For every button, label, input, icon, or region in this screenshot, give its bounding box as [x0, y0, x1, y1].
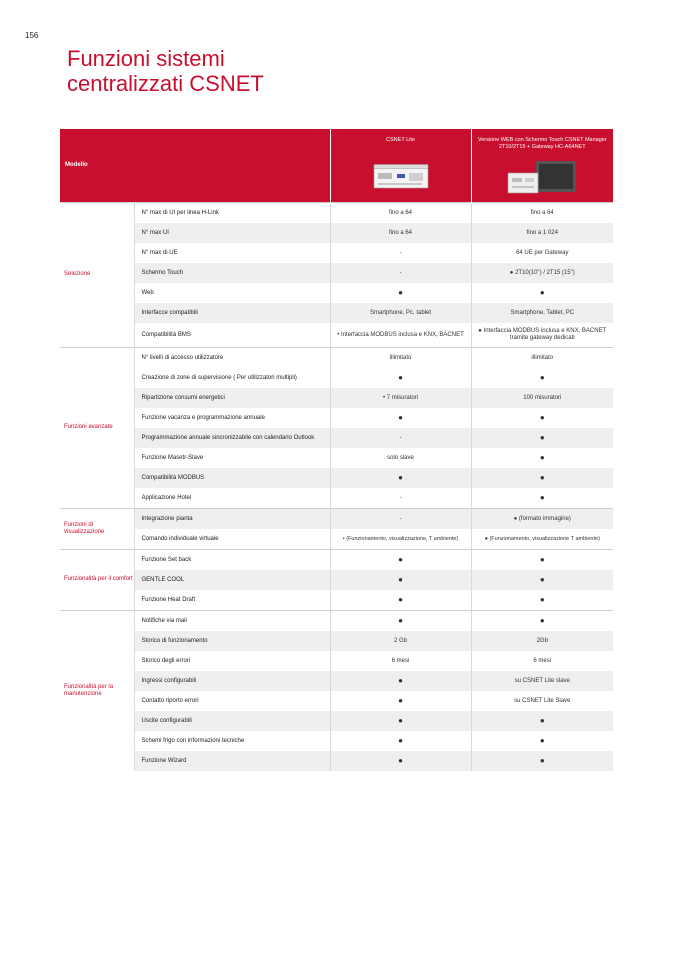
web-touch-value: ● (formato immagine)	[471, 508, 613, 529]
group-selezione	[60, 202, 613, 347]
web-touch-value-text: ● Interfaccia MODBUS inclusa e KNX, BACNET tramite gateway dedicati	[478, 327, 607, 341]
csnet-lite-value: fino a 64	[330, 223, 471, 243]
product-name: CSNET Lite	[386, 137, 415, 143]
web-touch-value: ●	[471, 549, 613, 570]
feature-name: Storico di funzionamento	[134, 631, 330, 651]
feature-name: Funzione Heat Draft	[134, 590, 330, 611]
group-label: Funzioni avanzate	[60, 347, 134, 508]
csnet-lite-value: 2 Gb	[330, 631, 471, 651]
web-touch-value: ●	[471, 610, 613, 631]
web-touch-value: ●	[471, 408, 613, 428]
web-touch-value: 2Gb	[471, 631, 613, 651]
web-touch-value: ● (Funzionamento, visualizzazione T ambiente)	[471, 529, 613, 550]
table-row	[60, 671, 613, 691]
table-row	[60, 549, 613, 570]
page-title-line: Funzioni sistemi	[67, 46, 225, 71]
table-row	[60, 651, 613, 671]
web-touch-value: fino a 64	[471, 202, 613, 223]
web-touch-value: ●	[471, 590, 613, 611]
feature-name: Integrazione pianta	[134, 508, 330, 529]
feature-name: N° livelli di accesso utilizzatore	[134, 347, 330, 368]
feature-name: Ripartizione consumi energetici	[134, 388, 330, 408]
csnet-lite-value: ●	[330, 468, 471, 488]
csnet-lite-value: 6 mesi	[330, 651, 471, 671]
feature-name: Storico degli errori	[134, 651, 330, 671]
product-name: Versione WEB con Schermo Touch CSNET Manager 2T10/2T15 + Gateway HC-A64NET	[477, 137, 607, 150]
table-row	[60, 631, 613, 651]
table-row	[60, 368, 613, 388]
csnet-lite-value: -	[330, 243, 471, 263]
table-row	[60, 408, 613, 428]
feature-name: Schermo Touch	[134, 263, 330, 283]
feature-name: Compatibilità BMS	[134, 323, 330, 348]
csnet-lite-value: illimitato	[330, 347, 471, 368]
group-label: Funzionalità per il comfort	[60, 549, 134, 610]
web-touch-value: 100 misuratori	[471, 388, 613, 408]
touch-screen-and-gateway-image	[506, 160, 578, 194]
table-row	[60, 347, 613, 368]
group-manutenzione	[60, 610, 613, 771]
csnet-lite-controller-image	[373, 164, 429, 190]
group-funzioni-visualizzazione	[60, 508, 613, 549]
table-row	[60, 428, 613, 448]
csnet-lite-value: -	[330, 428, 471, 448]
web-touch-value: 64 UE per Gateway	[471, 243, 613, 263]
page-title-line: centralizzati CSNET	[67, 71, 264, 96]
page-title	[67, 46, 264, 96]
model-label: Modello	[60, 129, 330, 202]
web-touch-value: ●	[471, 711, 613, 731]
group-label: Funzioni di visualizzazione	[60, 508, 134, 549]
csnet-lite-value: solo slave	[330, 448, 471, 468]
table-row	[60, 303, 613, 323]
csnet-lite-value: ●	[330, 570, 471, 590]
csnet-lite-value: • 7 misuratori	[330, 388, 471, 408]
table-row	[60, 751, 613, 771]
table-row	[60, 468, 613, 488]
feature-name: Funzione Wizard	[134, 751, 330, 771]
table-row	[60, 448, 613, 468]
web-touch-value	[471, 323, 613, 348]
table-row	[60, 590, 613, 611]
web-touch-value: Smartphone, Tablet, PC	[471, 303, 613, 323]
csnet-lite-value: ●	[330, 368, 471, 388]
feature-name: Schemi frigo con informazioni tecniche	[134, 731, 330, 751]
csnet-lite-value: • Interfaccia MODBUS inclusa e KNX, BACNET	[330, 323, 471, 348]
group-comfort	[60, 549, 613, 610]
web-touch-value: 6 mesi	[471, 651, 613, 671]
group-label: Funzionalità per la manutenzione	[60, 610, 134, 771]
web-touch-value: ● 2T10(10") / 2T15 (15")	[471, 263, 613, 283]
table-header	[60, 129, 613, 202]
feature-name: Programmazione annuale sincronizzabile con calendario Outlook	[134, 428, 330, 448]
csnet-lite-value: -	[330, 488, 471, 509]
csnet-lite-value: ●	[330, 590, 471, 611]
feature-name: Funzione Masetr-Slave	[134, 448, 330, 468]
csnet-lite-value: ●	[330, 751, 471, 771]
feature-name: N° max di UE	[134, 243, 330, 263]
csnet-lite-value: -	[330, 508, 471, 529]
csnet-lite-value: Smartphone, Pc, tablet	[330, 303, 471, 323]
table-row	[60, 731, 613, 751]
page-number: 156	[25, 31, 39, 40]
feature-name: Contatto riporto errori	[134, 691, 330, 711]
product-column-web-touch	[471, 129, 613, 202]
table-row	[60, 202, 613, 223]
table-row	[60, 570, 613, 590]
feature-name: Uscite configurabili	[134, 711, 330, 731]
table-row	[60, 243, 613, 263]
feature-name: Comando individuale virtuale	[134, 529, 330, 550]
web-touch-value: su CSNET Lite Slave	[471, 691, 613, 711]
feature-name: Funzione vacanza e programmazione annuale	[134, 408, 330, 428]
feature-name: Interfacce compatibili	[134, 303, 330, 323]
table-row	[60, 508, 613, 529]
csnet-lite-value: • (Funzionamento, visualizzazione, T ambiente)	[330, 529, 471, 550]
feature-name: Applicazione Hotel	[134, 488, 330, 509]
csnet-lite-value: ●	[330, 691, 471, 711]
table-row	[60, 529, 613, 550]
feature-name: Creazione di zone di supervisione ( Per utilizzatori multipli)	[134, 368, 330, 388]
web-touch-value: illimitato	[471, 347, 613, 368]
web-touch-value: ●	[471, 570, 613, 590]
table-row	[60, 223, 613, 243]
feature-name: Ingressi configurabili	[134, 671, 330, 691]
table-row	[60, 323, 613, 348]
csnet-lite-value: ●	[330, 731, 471, 751]
table-row	[60, 711, 613, 731]
table-row	[60, 610, 613, 631]
table-row	[60, 488, 613, 509]
feature-name: Funzione Set back	[134, 549, 330, 570]
web-touch-value: ●	[471, 428, 613, 448]
csnet-lite-value: ●	[330, 610, 471, 631]
web-touch-value: ●	[471, 283, 613, 303]
feature-name: N° max di UI per linea H-Link	[134, 202, 330, 223]
group-label: Selezione	[60, 202, 134, 347]
feature-name: Notifiche via mail	[134, 610, 330, 631]
csnet-lite-value: ●	[330, 283, 471, 303]
web-touch-value: ●	[471, 448, 613, 468]
table-row	[60, 263, 613, 283]
csnet-lite-value: ●	[330, 671, 471, 691]
web-touch-value: ●	[471, 751, 613, 771]
csnet-lite-value: ●	[330, 711, 471, 731]
web-touch-value: ●	[471, 488, 613, 509]
feature-name: GENTLE COOL	[134, 570, 330, 590]
table-row	[60, 691, 613, 711]
feature-name: Web	[134, 283, 330, 303]
web-touch-value: su CSNET Lite slave	[471, 671, 613, 691]
comparison-table	[60, 129, 613, 771]
web-touch-value: ●	[471, 368, 613, 388]
table-row	[60, 388, 613, 408]
csnet-lite-value: -	[330, 263, 471, 283]
csnet-lite-value: ●	[330, 549, 471, 570]
product-column-csnet-lite	[330, 129, 471, 202]
csnet-lite-value: fino a 64	[330, 202, 471, 223]
table-row	[60, 283, 613, 303]
web-touch-value: ●	[471, 468, 613, 488]
group-funzioni-avanzate	[60, 347, 613, 508]
feature-name: Compatibilità MODBUS	[134, 468, 330, 488]
web-touch-value: fino a 1 024	[471, 223, 613, 243]
web-touch-value: ●	[471, 731, 613, 751]
feature-name: N° max UI	[134, 223, 330, 243]
csnet-lite-value: ●	[330, 408, 471, 428]
